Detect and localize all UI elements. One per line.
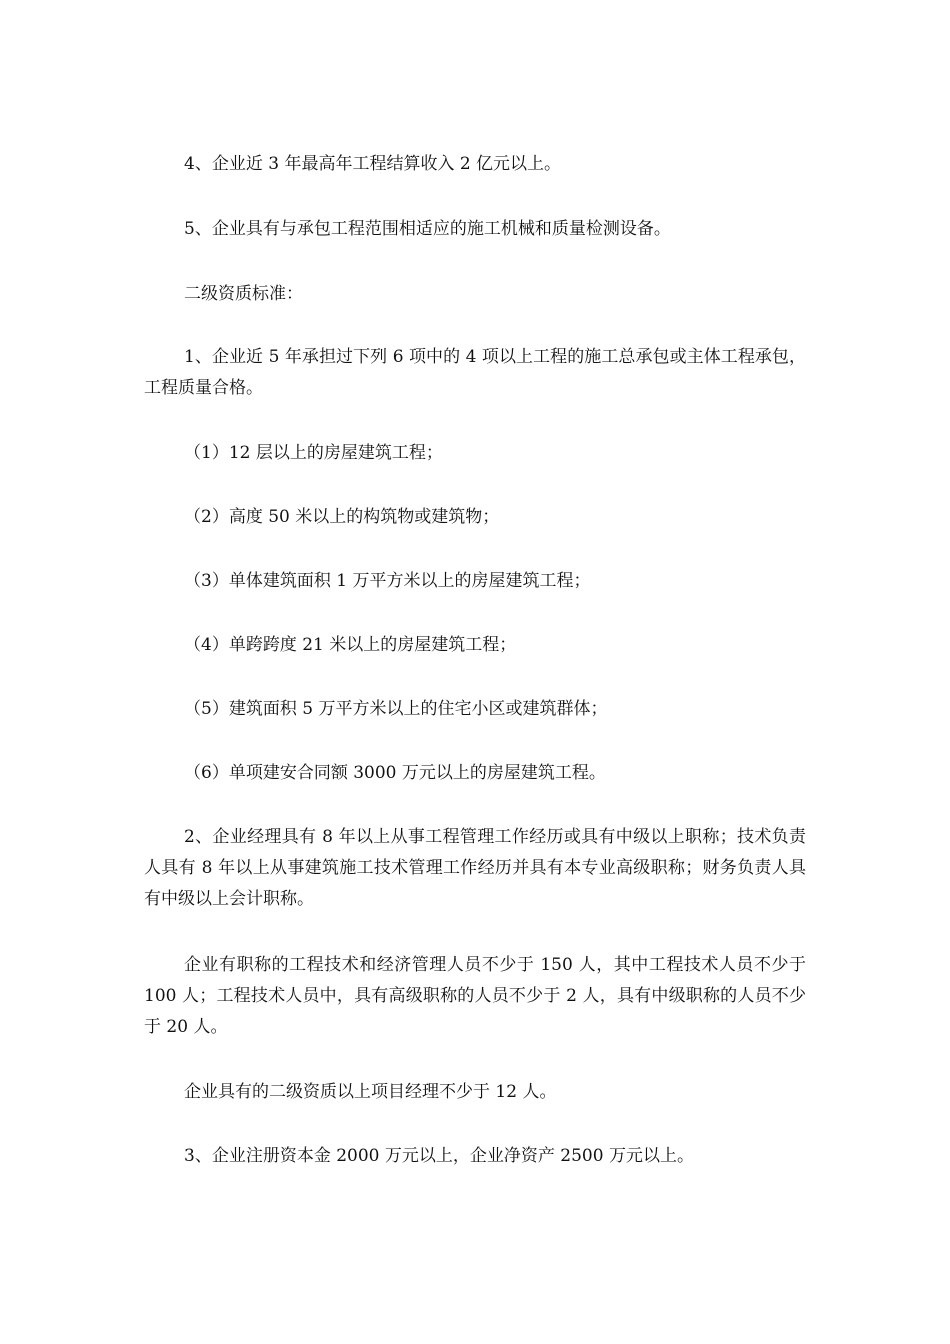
list-item-project-5: （5）建筑面积 5 万平方米以上的住宅小区或建筑群体； — [184, 699, 608, 719]
paragraph-item-3-capital: 3、企业注册资本金 2000 万元以上，企业净资产 2500 万元以上。 — [184, 1146, 694, 1166]
list-item-project-1: （1）12 层以上的房屋建筑工程； — [184, 443, 443, 463]
paragraph-project-managers: 企业具有的二级资质以上项目经理不少于 12 人。 — [184, 1082, 557, 1102]
list-item-project-4: （4）单跨跨度 21 米以上的房屋建筑工程； — [184, 635, 517, 655]
paragraph-item-5-equipment: 5、企业具有与承包工程范围相适应的施工机械和质量检测设备。 — [184, 219, 671, 239]
paragraph-item-1-projects: 1、企业近 5 年承担过下列 6 项中的 4 项以上工程的施工总承包或主体工程承包，工程质量合格。 — [144, 347, 806, 398]
list-item-project-6: （6）单项建安合同额 3000 万元以上的房屋建筑工程。 — [184, 763, 606, 783]
list-item-project-3: （3）单体建筑面积 1 万平方米以上的房屋建筑工程； — [184, 571, 591, 591]
section-heading-level-2-standard: 二级资质标准： — [184, 284, 303, 304]
paragraph-item-4-revenue: 4、企业近 3 年最高年工程结算收入 2 亿元以上。 — [184, 154, 562, 174]
paragraph-item-2-personnel: 2、企业经理具有 8 年以上从事工程管理工作经历或具有中级以上职称；技术负责人具有 8 年以上从事建筑施工技术管理工作经历并具有本专业高级职称；财务负责人具有中级以上会计职称。 — [144, 827, 806, 909]
paragraph-staff-count: 企业有职称的工程技术和经济管理人员不少于 150 人，其中工程技术人员不少于 100 人；工程技术人员中，具有高级职称的人员不少于 2 人，具有中级职称的人员不少于 20 人。 — [144, 955, 806, 1037]
list-item-project-2: （2）高度 50 米以上的构筑物或建筑物； — [184, 507, 500, 527]
